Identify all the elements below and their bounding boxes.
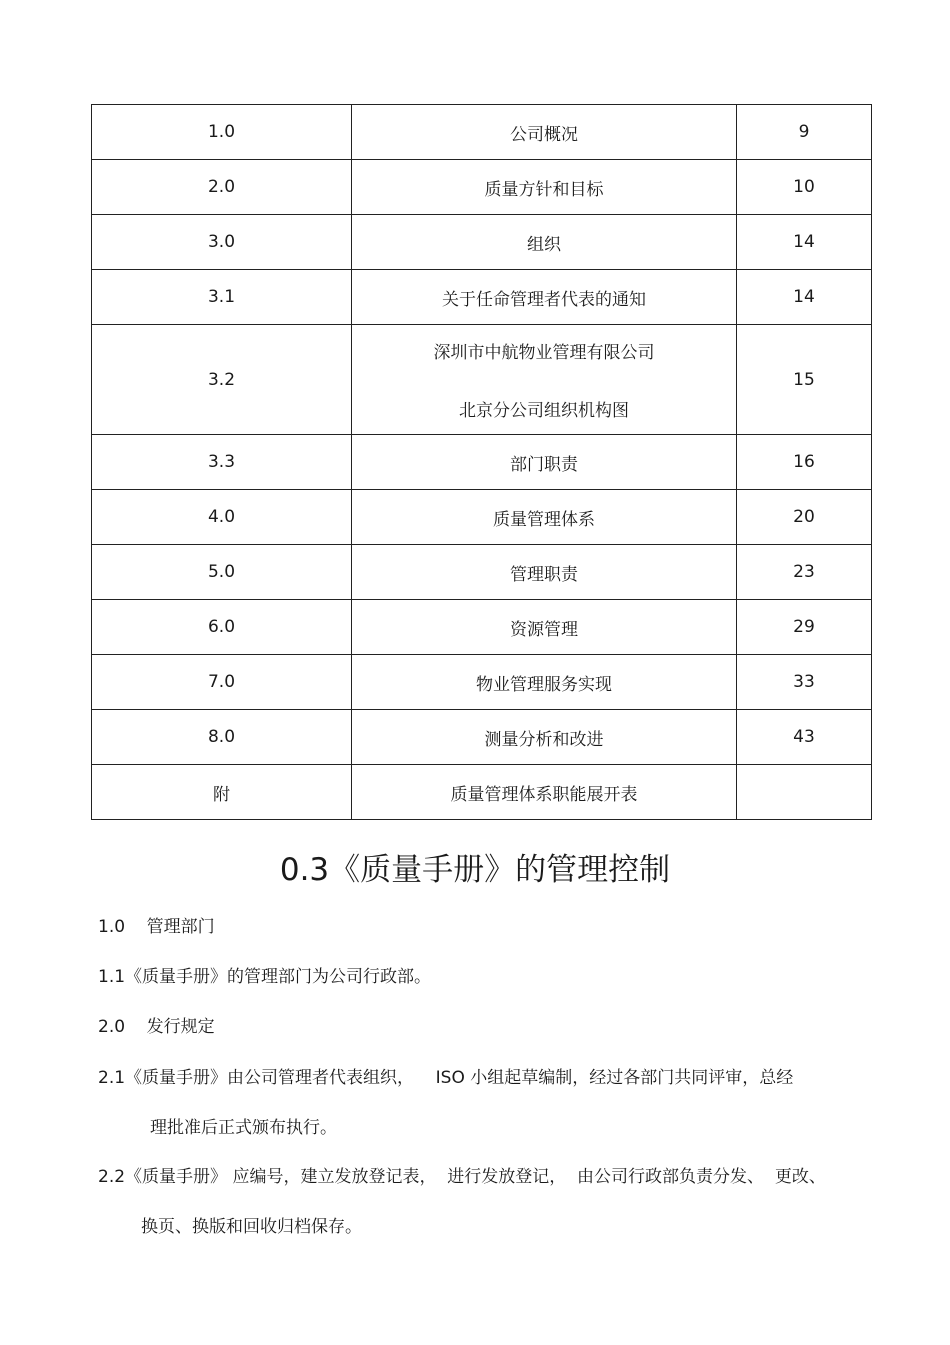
section-title-line2: 北京分公司组织机构图 xyxy=(459,401,629,421)
section-title: 物业管理服务实现 xyxy=(352,655,737,710)
section-heading: 0.3《质量手册》的管理控制 xyxy=(279,852,671,888)
section-number: 2.0 xyxy=(92,160,352,215)
paragraph: 换页、换版和回收归档保存。 xyxy=(141,1217,362,1237)
section-number: 3.1 xyxy=(92,270,352,325)
page-number: 9 xyxy=(737,105,872,160)
section-number: 附 xyxy=(92,765,352,820)
table-row xyxy=(92,270,872,325)
paragraph: 1.0 管理部门 xyxy=(98,917,215,937)
section-number: 4.0 xyxy=(92,490,352,545)
page-number: 10 xyxy=(737,160,872,215)
section-title: 组织 xyxy=(352,215,737,270)
table-row xyxy=(92,490,872,545)
paragraph: 理批准后正式颁布执行。 xyxy=(150,1118,337,1138)
toc-table xyxy=(91,104,872,820)
section-number: 8.0 xyxy=(92,710,352,765)
table-row xyxy=(92,325,872,435)
page-number: 16 xyxy=(737,435,872,490)
table-row xyxy=(92,160,872,215)
paragraph: 2.2《质量手册》 应编号，建立发放登记表， 进行发放登记， 由公司行政部负责分发、 更改、 xyxy=(98,1167,826,1187)
section-title: 关于任命管理者代表的通知 xyxy=(352,270,737,325)
section-title xyxy=(352,325,737,435)
section-title: 资源管理 xyxy=(352,600,737,655)
section-title: 质量方针和目标 xyxy=(352,160,737,215)
page-number: 20 xyxy=(737,490,872,545)
section-number: 6.0 xyxy=(92,600,352,655)
page-number: 29 xyxy=(737,600,872,655)
paragraph: 2.1《质量手册》由公司管理者代表组织， ISO 小组起草编制，经过各部门共同评审，总经 xyxy=(98,1068,794,1088)
section-title: 部门职责 xyxy=(352,435,737,490)
section-title: 测量分析和改进 xyxy=(352,710,737,765)
section-number: 5.0 xyxy=(92,545,352,600)
table-row xyxy=(92,545,872,600)
section-title-line1: 深圳市中航物业管理有限公司 xyxy=(433,343,655,363)
section-title: 质量管理体系 xyxy=(352,490,737,545)
section-number: 3.3 xyxy=(92,435,352,490)
table-row xyxy=(92,105,872,160)
page-number: 14 xyxy=(737,270,872,325)
page-number: 15 xyxy=(737,325,872,435)
section-title: 管理职责 xyxy=(352,545,737,600)
table-row xyxy=(92,655,872,710)
table-row xyxy=(92,600,872,655)
page-number xyxy=(737,765,872,820)
paragraph: 2.0 发行规定 xyxy=(98,1017,215,1037)
table-row xyxy=(92,435,872,490)
page-number: 43 xyxy=(737,710,872,765)
section-number: 7.0 xyxy=(92,655,352,710)
section-title: 质量管理体系职能展开表 xyxy=(352,765,737,820)
page-number: 23 xyxy=(737,545,872,600)
table-row xyxy=(92,710,872,765)
section-title: 公司概况 xyxy=(352,105,737,160)
section-number: 3.0 xyxy=(92,215,352,270)
paragraph: 1.1《质量手册》的管理部门为公司行政部。 xyxy=(98,967,432,987)
section-number: 1.0 xyxy=(92,105,352,160)
page-number: 14 xyxy=(737,215,872,270)
table-row xyxy=(92,765,872,820)
table-row xyxy=(92,215,872,270)
section-number: 3.2 xyxy=(92,325,352,435)
page-number: 33 xyxy=(737,655,872,710)
